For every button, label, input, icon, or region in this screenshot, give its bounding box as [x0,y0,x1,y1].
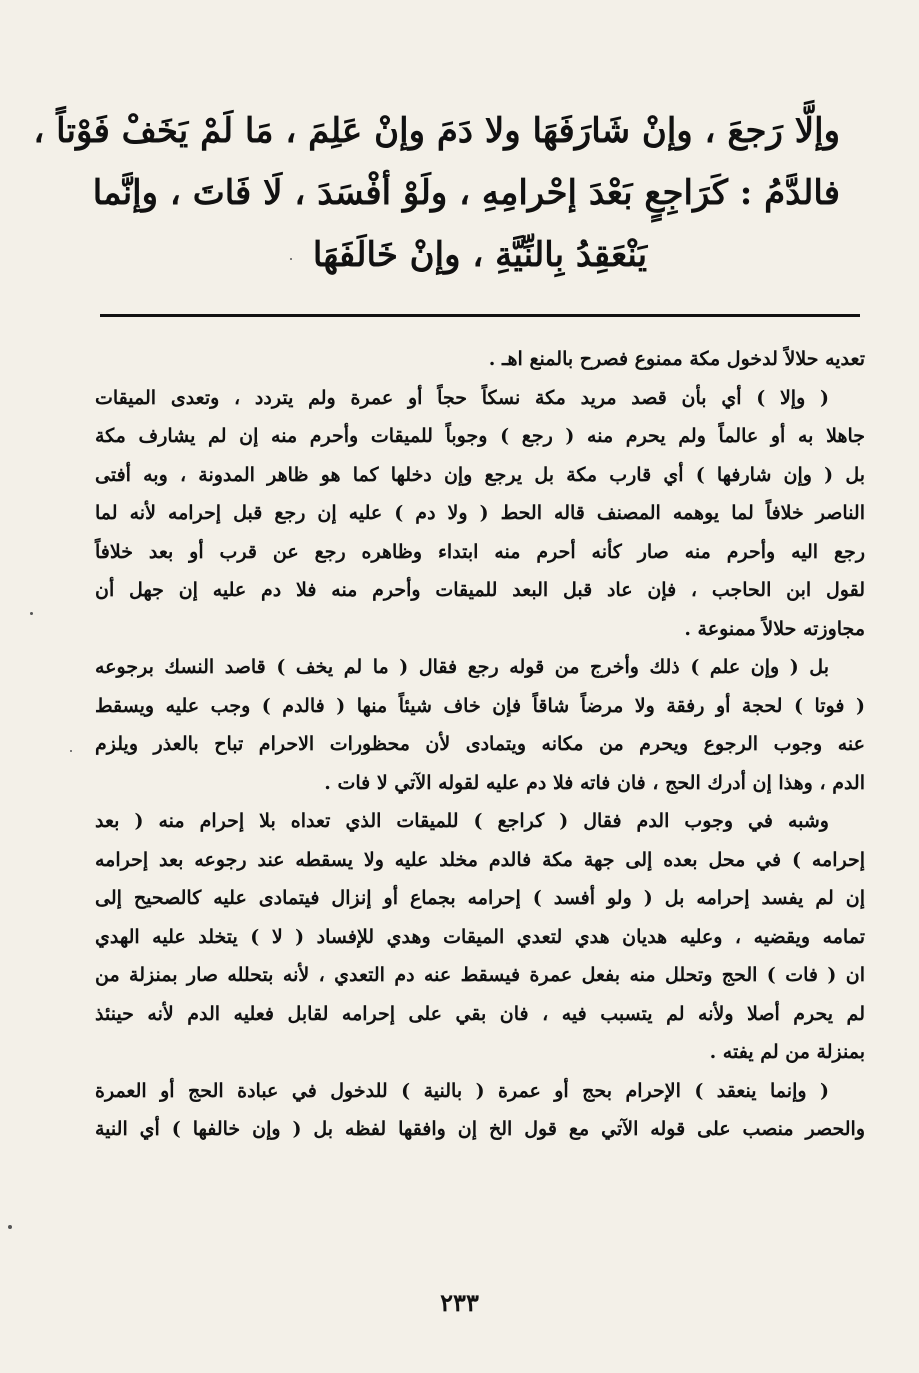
scan-speck [8,1225,12,1229]
scan-speck [290,258,292,260]
page-number: ٢٣٣ [440,1288,479,1317]
commentary-line: بمنزلة من لم يفته . [709,1041,865,1063]
commentary-line: ( وإنما ينعقد ) الإحرام بحج أو عمرة ( بالنية ) للدخول في عبادة الحج أو العمرة [95,1079,829,1102]
commentary-line: الدم ، وهذا إن أدرك الحج ، فان فاته فلا دم عليه لقوله الآتي لا فات . [324,771,865,794]
commentary-line: ( فوتا ) لحجة أو رفقة ولا مرضاً شاقاً فإن خاف شيئاً منها ( فالدم ) وجب عليه ويسقط [95,694,865,717]
scan-speck [70,750,72,752]
commentary-line: جاهلا به أو عالماً ولم يحرم منه ( رجع ) وجوباً للميقات وأحرم منه إن لم يشارف مكة [95,425,865,447]
commentary-line: بل ( وإن شارفها ) أي قارب مكة بل يرجع وإن دخلها كما هو ظاهر المدونة ، وبه أفتى [95,463,865,486]
commentary-line: عنه وجوب الرجوع ويحرم من مكانه ويتمادى لأن محظورات الاحرام تباح بالعذر ويلزم [95,733,865,755]
commentary-line: والحصر منصب على قوله الآتي مع قول الخ إن وافقها لفظه بل ( وإن خالفها ) أي النية [95,1118,865,1140]
separator-rule [100,314,860,317]
commentary-line: لقول ابن الحاجب ، فإن عاد قبل البعد للميقات وأحرم منه فلا دم عليه إن جهل أن [95,579,865,601]
main-text-line: يَنْعَقِدُ بِالنِّيَّةِ ، وإنْ خَالَفَهَا [312,235,648,275]
commentary-line: بل ( وإن علم ) ذلك وأخرج من قوله رجع فقال ( ما لم يخف ) قاصد النسك برجوعه [95,656,829,678]
commentary-line: مجاوزته حلالاً ممنوعة . [684,617,865,640]
commentary-line: ( وإلا ) أي بأن قصد مريد مكة نسكاً حجاً أو عمرة ولم يتردد ، وتعدى الميقات [95,386,829,409]
commentary-line: لم يحرم أصلا ولأنه لم يتسبب فيه ، فان بقي على إحرامه لقابل فعليه الدم لأنه حينئذ [95,1002,865,1025]
commentary-line: تعديه حلالاً لدخول مكة ممنوع فصرح بالمنع اهـ . [488,348,865,370]
main-text-line: وإلَّا رَجعَ ، وإنْ شَارَفَهَا ولا دَمَ وإنْ عَلِمَ ، مَا لَمْ يَخَفْ فَوْتاً ، [33,111,840,151]
commentary-line: إن لم يفسد إحرامه بل ( ولو أفسد ) إحرامه بجماع أو إنزال فيتمادى عليه كالصحيح إلى [95,887,865,909]
commentary-line: ان ( فات ) الحج وتحلل منه بفعل عمرة فيسقط عنه دم التعدي ، لأنه بتحلله صار بمنزلة من [95,964,865,986]
commentary-line: إحرامه ) في محل بعده إلى جهة مكة فالدم مخلد عليه ولا يسقطه عند رجوعه بعد إحرامه [95,848,865,871]
commentary-block [95,340,865,1149]
main-text-line: فالدَّمُ : كَرَاجِعٍ بَعْدَ إحْرامِهِ ، ولَوْ أفْسَدَ ، لَا فَاتَ ، وإنَّما [92,173,840,213]
commentary-line: رجع اليه وأحرم منه صار كأنه أحرم منه ابتداء وظاهره رجع عن قرب أو بعد خلافاً [95,540,865,563]
commentary-line: الناصر خلافاً لما يوهمه المصنف قاله الحط ( ولا دم ) عليه إن رجع قبل إحرامه لأنه لما [95,502,865,524]
main-text-block [33,100,840,286]
scan-speck [30,612,33,615]
commentary-line: وشبه في وجوب الدم فقال ( كراجع ) للميقات الذي تعداه بلا إحرام منه ( بعد [95,810,829,832]
commentary-line: تمامه ويقضيه ، وعليه هديان هدي لتعدي الميقات وهدي للإفساد ( لا ) يتخلد عليه الهدي [95,925,865,948]
